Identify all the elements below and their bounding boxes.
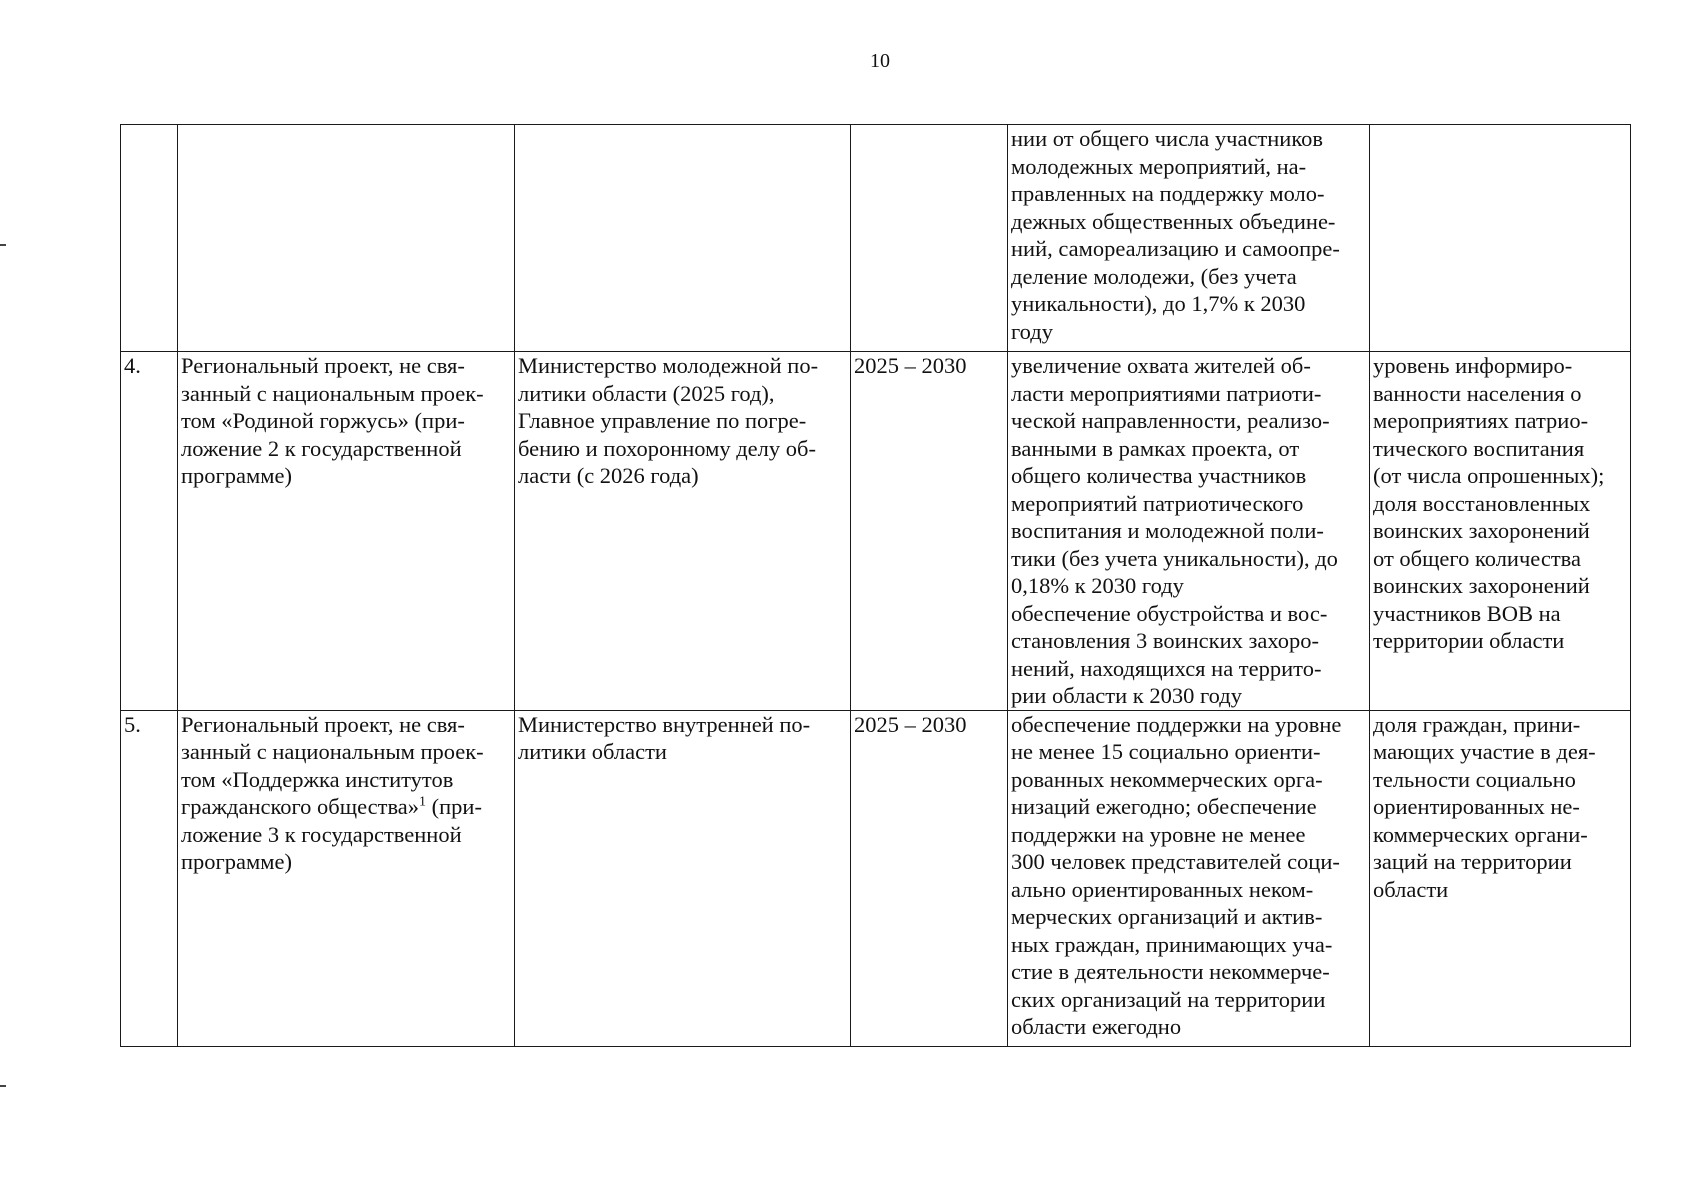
cell-project — [178, 125, 515, 352]
cell-indicator: доля граждан, прини- мающих участие в дея- тельности социально ориентированных не- коммерческих органи- заций на территории области — [1370, 710, 1631, 1046]
page-number: 10 — [870, 50, 890, 72]
cell-indicator — [1370, 125, 1631, 352]
table-row — [121, 710, 1631, 1046]
cell-responsible: Министерство внутренней по- литики области — [515, 710, 851, 1046]
cell-result: нии от общего числа участников молодежных мероприятий, на- правленных на поддержку моло- дежных общественных объедине- ний, самореализацию и самоопре- деление молодежи, (без учета уникальности), до 1,7% к 2030 году — [1008, 125, 1370, 352]
cell-result: обеспечение поддержки на уровне не менее 15 социально ориенти- рованных некоммерческих орга- низаций ежегодно; обеспечение поддержки на уровне не менее 300 человек представителей соци- ально ориентированных неком- мерческих организаций и актив- ных граждан, принимающих уча- стие в деятельности некоммерче- ских организаций на территории области ежегодно — [1008, 710, 1370, 1046]
cell-number — [121, 125, 178, 352]
cell-responsible — [515, 125, 851, 352]
cell-project — [178, 710, 515, 1046]
cell-project: Региональный проект, не свя- занный с национальным проек- том «Родиной горжусь» (при- ложение 2 к государственной программе) — [178, 352, 515, 711]
cell-period — [851, 125, 1008, 352]
table-row — [121, 352, 1631, 711]
project-text: Региональный проект, не свя- занный с национальным проек- том «Поддержка институтов гражданского общества» — [181, 711, 484, 819]
margin-mark — [0, 244, 6, 246]
cell-indicator: уровень информиро- ванности населения о мероприятиях патрио- тического воспитания (от числа опрошенных); доля восстановленных воинских захоронений от общего количества воинских захоронений участников ВОВ на территории области — [1370, 352, 1631, 711]
footnote-marker: 1 — [419, 794, 427, 810]
program-table — [120, 124, 1631, 1047]
table-row — [121, 125, 1631, 352]
cell-number: 5. — [121, 710, 178, 1046]
cell-period: 2025 – 2030 — [851, 352, 1008, 711]
cell-result: увеличение охвата жителей об- ласти мероприятиями патриоти- ческой направленности, реализо- ванными в рамках проекта, от общего количества участников мероприятий патриотического воспитания и молодежной поли- тики (без учета уникальности), до 0,18% к 2030 году обеспечение обустройства и вос- становления 3 воинских захоро- нений, находящихся на террито- рии области к 2030 году — [1008, 352, 1370, 711]
margin-mark — [0, 1085, 6, 1087]
cell-number: 4. — [121, 352, 178, 711]
cell-responsible: Министерство молодежной по- литики области (2025 год), Главное управление по погре- бению и похоронному делу об- ласти (с 2026 года) — [515, 352, 851, 711]
project-text: (при- ложение 3 к государственной программе) — [181, 794, 482, 874]
cell-period: 2025 – 2030 — [851, 710, 1008, 1046]
